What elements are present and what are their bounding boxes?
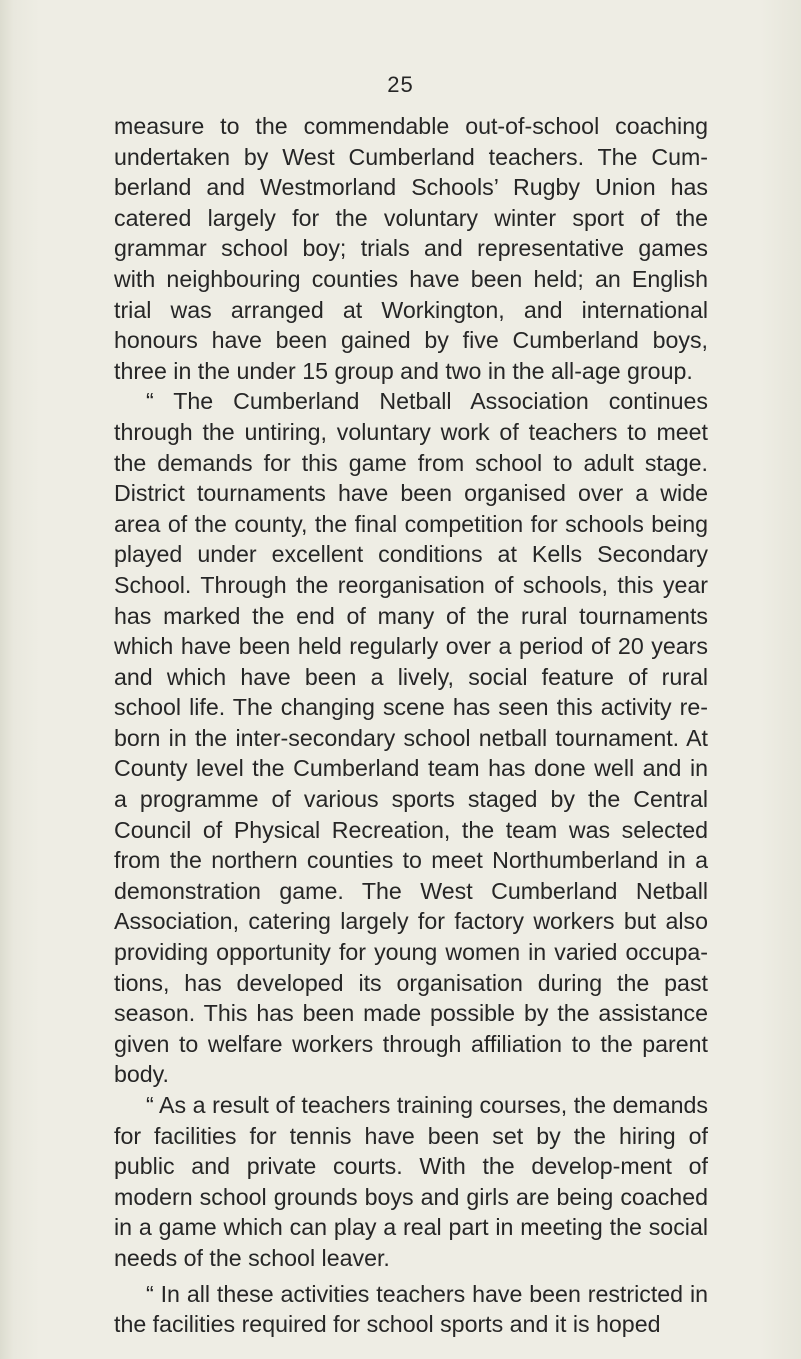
body-text [114,111,708,1340]
paragraph-rugby-union: measure to the commendable out-of-school coaching undertaken by West Cumberland teachers. The Cum-berland and Westmorland Schools’ Rugby Union has catered largely for the voluntary winter sport of the grammar school boy; trials and representative games with neighbouring counties have been held; an English trial was arranged at Workington, and international honours have been gained by five Cumberland boys, three in the under 15 group and two in the all-age group. [114,113,708,384]
page-number: 25 [387,72,414,97]
paragraph-tennis: “ As a result of teachers training courses, the demands for facilities for tennis have been set by the hiring of public and private courts. With the develop-ment of modern school grounds boys and girls are being coached in a game which can play a real part in meeting the social needs of the school leaver. [114,1092,708,1271]
paragraph-netball-association: “ The Cumberland Netball Association continues through the untiring, voluntary work of teachers to meet the demands for this game from school to adult stage. District tournaments have been organised over a wide area of the county, the final competition for schools being played under excellent conditions at Kells Secondary School. Through the reorganisation of schools, this year has marked the end of many of the rural tournaments which have been held regularly over a period of 20 years and which have been a lively, social feature of rural school life. The changing scene has seen this activity re-born in the inter-secondary school netball tournament. At County level the Cumberland team has done well and in a programme of various sports staged by the Central Council of Physical Recreation, the team was selected from the northern counties to meet Northumberland in a demonstration game. The West Cumberland Netball Association, catering largely for factory workers but also providing opportunity for young women in varied occupa-tions, has developed its organisation during the past season. This has been made possible by the assistance given to welfare workers through affiliation to the parent body. [114,388,708,1088]
paragraph-facilities: “ In all these activities teachers have been restricted in the facilities required for school sports and it is hoped [114,1280,708,1338]
